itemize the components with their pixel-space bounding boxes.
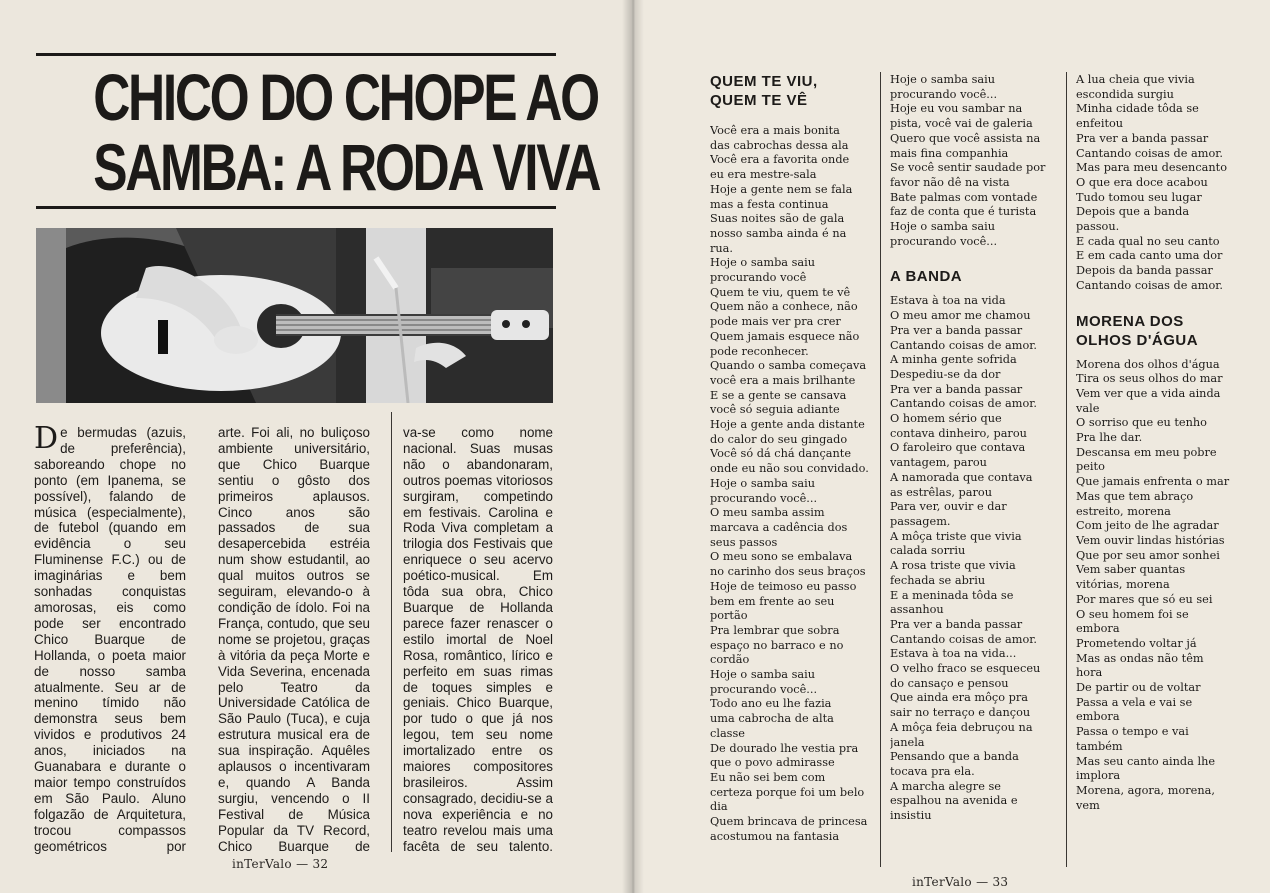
lyric-line: insistiu <box>890 809 932 823</box>
headline-bottom-rule <box>36 206 556 209</box>
drop-cap: D <box>34 425 59 456</box>
lyric-line: Hoje de teimoso eu passo <box>710 579 857 593</box>
headline-line-1: CHICO DO CHOPE AO <box>93 60 598 134</box>
lyric-line: Pra ver a banda passar <box>890 323 1023 337</box>
lyric-line: Hoje a gente anda distante <box>710 418 865 432</box>
lyric-line: A marcha alegre se <box>890 779 1001 793</box>
lyric-line: Vem ver que a vida ainda <box>1076 386 1221 400</box>
lyric-line: procurando você... <box>710 682 818 696</box>
lyric-line: Eu não sei bem com <box>710 770 826 784</box>
lyric-line: Cantando coisas de amor. <box>1076 146 1223 160</box>
title-spacer <box>1076 350 1256 358</box>
lyric-line: Mas que tem abraço <box>1076 489 1194 503</box>
lyric-line: favor não dê na vista <box>890 175 1010 189</box>
lyric-line: Estava à toa na vida... <box>890 647 1017 661</box>
page-folio-right: inTerValo — 33 <box>912 875 1009 889</box>
lyric-line: Hoje a gente nem se fala <box>710 182 853 196</box>
lyric-line: cordão <box>710 653 750 667</box>
lyric-line: De partir ou de voltar <box>1076 681 1201 695</box>
lyric-line: Depois da banda passar <box>1076 264 1213 278</box>
title-spacer <box>890 249 1068 267</box>
lyric-line: O faroleiro que contava <box>890 441 1026 455</box>
lyric-line: Hoje o samba saiu <box>710 476 816 490</box>
lyric-line: A môça feia debruçou na <box>890 720 1033 734</box>
song-title-morena-line-2: OLHOS D'ÁGUA <box>1076 331 1199 349</box>
lyric-line: uma cabrocha de alta <box>710 712 834 726</box>
lyric-line: Hoje eu vou sambar na <box>890 102 1023 116</box>
lyric-line: E em cada canto uma dor <box>1076 249 1223 263</box>
lyrics-column-2 <box>890 73 1068 873</box>
lyric-line: dia <box>710 800 728 814</box>
lyric-line: vitórias, morena <box>1076 578 1170 592</box>
lyric-line: Prometendo voltar já <box>1076 636 1197 650</box>
song-title-a-banda: A BANDA <box>890 268 963 286</box>
lyrics-lines <box>890 294 1068 823</box>
lyric-line: Vem ouvir lindas histórias <box>1076 533 1225 547</box>
lyric-line: Quem brincava de princesa <box>710 815 868 829</box>
lyric-line: procurando você <box>710 271 807 285</box>
song-title-morena-line-1: MORENA DOS <box>1076 312 1184 330</box>
article-text-3: va-se como nome nacional. Suas musas não o abandonaram, outros poemas vitoriosos surgiram, competindo em festivais. Carolina e Roda Viva completam a trilogia dos Festivais que enriquece o seu acervo poético-musical. Em tôda sua obra, Chico Buarque de Hollanda parece fazer renascer o estilo imortal de Noel Rosa, romântico, lírico e perfeito em suas rimas de toques simples e geniais. Chico Buarque, por tudo o que já nos legou, tem seu nome imortalizado entre os maiores compositores brasileiros. Assim consagrado, decidiu-se a nova experiência e no teatro revelou mais uma facêta de seu talento. <box>403 425 553 854</box>
lyric-line: Você era a mais bonita <box>710 124 840 137</box>
lyric-line: no carinho dos seus braços <box>710 565 866 579</box>
lyric-line: as estrêlas, parou <box>890 485 993 499</box>
lyric-line: Cantando coisas de amor. <box>1076 278 1223 292</box>
lyric-line: Cantando coisas de amor. <box>890 632 1037 646</box>
lyric-line: Cantando coisas de amor. <box>890 338 1037 352</box>
lyric-line: estreito, morena <box>1076 504 1171 518</box>
lyric-line: Quem jamais esquece não <box>710 329 860 343</box>
lyric-line: você só seguia adiante <box>710 403 840 417</box>
lyric-line: enfeitou <box>1076 117 1124 131</box>
lyric-line: procurando você... <box>890 234 998 248</box>
column-divider <box>880 72 881 867</box>
lyric-line: do calor do seu gingado <box>710 432 848 446</box>
book-gutter <box>622 0 644 893</box>
lyric-line: janela <box>890 735 925 749</box>
lyrics-column-3 <box>1076 73 1256 873</box>
lyric-line: O que era doce acabou <box>1076 175 1208 189</box>
lyric-line: Mas seu canto ainda lhe <box>1076 754 1216 768</box>
lyric-line: Que por seu amor sonhei <box>1076 548 1220 562</box>
lyric-line: passagem. <box>890 514 951 528</box>
lyric-line: espalhou na avenida e <box>890 794 1018 808</box>
lyric-line: mas a festa continua <box>710 197 829 211</box>
lyrics-lines <box>890 73 1068 249</box>
lyric-line: vem <box>1076 798 1100 812</box>
lyric-line: vantagem, parou <box>890 456 987 470</box>
lyric-line: assanhou <box>890 603 944 617</box>
title-spacer <box>1076 294 1256 312</box>
lyric-line: Morena, agora, morena, <box>1076 783 1215 797</box>
lyric-line: Que ainda era môço pra <box>890 691 1029 705</box>
lyric-line: Tira os seus olhos do mar <box>1076 372 1223 386</box>
lyric-line: O meu sono se embalava <box>710 550 853 564</box>
song-title-quem-te-viu-line-1: QUEM TE VIU, <box>710 73 818 90</box>
lyric-line: Vem saber quantas <box>1076 563 1186 577</box>
song-title-quem-te-viu-line-2: QUEM TE VÊ <box>710 92 808 109</box>
lyric-line: nosso samba ainda é na <box>710 226 847 240</box>
guitar-photo-illustration <box>36 228 553 403</box>
lyric-line: Quando o samba começava <box>710 359 867 373</box>
lyric-line: E se a gente se cansava <box>710 388 847 402</box>
article-column-1 <box>34 425 186 855</box>
lyric-line: embora <box>1076 710 1120 724</box>
right-page <box>632 0 1270 893</box>
lyric-line: Mas para meu desencanto <box>1076 161 1228 175</box>
column-divider <box>1066 72 1067 867</box>
lyric-line: O seu homem foi se <box>1076 607 1189 621</box>
lyric-line: E a meninada tôda se <box>890 588 1014 602</box>
lyric-line: Suas noites são de gala <box>710 212 845 226</box>
lyric-line: Com jeito de lhe agradar <box>1076 519 1219 533</box>
lyric-line: hora <box>1076 666 1103 680</box>
lyric-line: Passa o tempo e vai <box>1076 725 1189 739</box>
lyric-line: faz de conta que é turista <box>890 205 1037 219</box>
article-column-2 <box>218 425 370 855</box>
lyric-line: Bate palmas com vontade <box>890 190 1038 204</box>
lyric-line: também <box>1076 739 1123 753</box>
lyric-line: marcava a cadência dos <box>710 520 848 534</box>
lyric-line: Cantando coisas de amor. <box>890 397 1037 411</box>
lyric-line: O velho fraco se esqueceu <box>890 662 1041 676</box>
lyric-line: onde eu não sou convidado. <box>710 462 869 476</box>
lyric-line: acostumou na fantasia <box>710 829 840 843</box>
lyric-line: vale <box>1076 401 1100 415</box>
lyric-line: escondida surgiu <box>1076 87 1174 101</box>
lyric-line: A môça triste que vivia <box>890 529 1022 543</box>
lyric-line: Você só dá chá dançante <box>710 447 852 461</box>
lyric-line: O meu samba assim <box>710 506 825 520</box>
lyric-line: classe <box>710 726 745 740</box>
lyric-line: Para ver, ouvir e dar <box>890 500 1007 514</box>
lyric-line: mais fina companhia <box>890 146 1009 160</box>
lyric-line: bem em frente ao seu <box>710 594 835 608</box>
lyric-line: Se você sentir saudade por <box>890 161 1046 175</box>
lyric-line: Pra lembrar que sobra <box>710 623 840 637</box>
lyric-line: do cansaço e pensou <box>890 676 1009 690</box>
lyric-line: tocava pra ela. <box>890 764 975 778</box>
lyric-line: Pra ver a banda passar <box>1076 131 1209 145</box>
lyric-line: A lua cheia que vivia <box>1076 73 1195 86</box>
lyrics-lines <box>710 124 888 844</box>
left-page <box>0 0 632 893</box>
article-text-2: arte. Foi ali, no buliçoso ambiente universitário, que Chico Buarque sentiu o gôsto dos primeiros aplausos. Cinco anos são passados de sua desapercebida estréia num show estudantil, ao qual muitos outros se seguiram, elevando-o à condição de ídolo. Foi na França, contudo, que seu nome se projetou, graças à vitória da peça Morte e Vida Severina, encenada pelo Teatro da Universidade Católica de São Paulo (Tuca), e cuja estrutura musical era de sua inspiração. Aquêles aplausos o incentivaram e, quando A Banda surgiu, vencendo o II Festival de Música Popular da TV Record, Chico Buarque de <box>218 425 370 854</box>
lyric-line: rua. <box>710 241 734 255</box>
lyric-line: E cada qual no seu canto <box>1076 234 1220 248</box>
lyric-line: Hoje o samba saiu <box>710 256 816 270</box>
lyric-line: fechada se abriu <box>890 573 986 587</box>
lyric-line: Hoje o samba saiu <box>890 73 996 86</box>
lyric-line: pode mais ver pra crer <box>710 315 841 329</box>
column-divider <box>391 412 392 852</box>
lyric-line: eu era mestre-sala <box>710 168 817 182</box>
lyric-line: pode reconhecer. <box>710 344 809 358</box>
headline-line-2: SAMBA: A RODA VIVA <box>93 130 600 204</box>
headline-top-rule <box>36 53 556 56</box>
lyric-line: Pra ver a banda passar <box>890 382 1023 396</box>
title-spacer <box>890 286 1068 294</box>
lyric-line: Passa a vela e vai se <box>1076 695 1193 709</box>
lyric-line: Descansa em meu pobre <box>1076 445 1217 459</box>
article-text-1: e bermudas (azuis, de preferência), saboreando chope no ponto (em Ipanema, se possível), falando de música (especialmente), de futebol (quando em evidência o seu Fluminense F.C.) ou de imaginárias e bem sonhadas conquistas amorosas, eis como pode ser encontrado Chico Buarque de Hollanda, o poeta maior de nosso samba atualmente. Seu ar de menino tímido não demonstra seus bem vividos e produtivos 24 anos, iniciados na Guanabara e durante o maior tempo construídos em São Paulo. Aluno folgazão de Arquitetura, trocou compassos geométricos por <box>34 425 186 854</box>
lyric-line: Quem te viu, quem te vê <box>710 285 851 299</box>
lyric-line: contava dinheiro, parou <box>890 426 1027 440</box>
lyric-line: seus passos <box>710 535 778 549</box>
lyric-line: Que jamais enfrenta o mar <box>1076 475 1230 489</box>
lyric-line: Minha cidade tôda se <box>1076 102 1199 116</box>
lyric-line: embora <box>1076 622 1120 636</box>
lyrics-lines <box>1076 358 1256 814</box>
lyric-line: Tudo tomou seu lugar <box>1076 190 1202 204</box>
lyric-line: O homem sério que <box>890 412 1002 426</box>
lyric-line: das cabrochas dessa ala <box>710 138 849 152</box>
lyric-line: Todo ano eu lhe fazia <box>710 697 832 711</box>
lyric-line: A minha gente sofrida <box>890 353 1017 367</box>
lyric-line: Pra ver a banda passar <box>890 617 1023 631</box>
lyric-line: sair no terraço e dançou <box>890 706 1031 720</box>
lyric-line: certeza porque foi um belo <box>710 785 865 799</box>
lyric-line: A rosa triste que vivia <box>890 559 1016 573</box>
lyric-line: Morena dos olhos d'água <box>1076 357 1220 371</box>
lyric-line: calada sorriu <box>890 544 966 558</box>
lyric-line: Despediu-se da dor <box>890 367 1001 381</box>
lyrics-column-1 <box>710 72 888 872</box>
lyric-line: pista, você vai de galeria <box>890 117 1033 131</box>
lyric-line: De dourado lhe vestia pra <box>710 741 859 755</box>
lyric-line: procurando você... <box>890 87 998 101</box>
title-spacer <box>710 110 888 124</box>
lyric-line: Hoje o samba saiu <box>890 220 996 234</box>
article-column-3 <box>403 425 553 855</box>
lyric-line: espaço no barraco e no <box>710 638 844 652</box>
lyric-line: que o povo admirasse <box>710 756 835 770</box>
article-paragraph-1 <box>34 425 186 855</box>
lyric-line: Depois que a banda <box>1076 205 1190 219</box>
lyrics-lines <box>1076 73 1256 294</box>
lyric-line: Pra lhe dar. <box>1076 431 1143 445</box>
lyric-line: Você era a favorita onde <box>710 153 850 167</box>
lyric-line: A namorada que contava <box>890 470 1033 484</box>
guitar-photo <box>36 228 553 403</box>
lyric-line: Pensando que a banda <box>890 750 1019 764</box>
lyric-line: portão <box>710 609 748 623</box>
lyric-line: O sorriso que eu tenho <box>1076 416 1207 430</box>
lyric-line: procurando você... <box>710 491 818 505</box>
headline <box>93 60 600 204</box>
lyric-line: Estava à toa na vida <box>890 294 1006 308</box>
lyric-line: Quero que você assista na <box>890 131 1041 145</box>
lyric-line: peito <box>1076 460 1105 474</box>
lyric-line: você era a mais brilhante <box>710 373 856 387</box>
lyric-line: passou. <box>1076 220 1120 234</box>
lyric-line: implora <box>1076 769 1121 783</box>
lyric-line: Mas as ondas não têm <box>1076 651 1204 665</box>
page-folio-left: inTerValo — 32 <box>232 857 329 871</box>
lyric-line: Quem não a conhece, não <box>710 300 858 314</box>
lyric-line: Hoje o samba saiu <box>710 668 816 682</box>
lyric-line: Por mares que só eu sei <box>1076 592 1213 606</box>
lyric-line: O meu amor me chamou <box>890 309 1031 323</box>
